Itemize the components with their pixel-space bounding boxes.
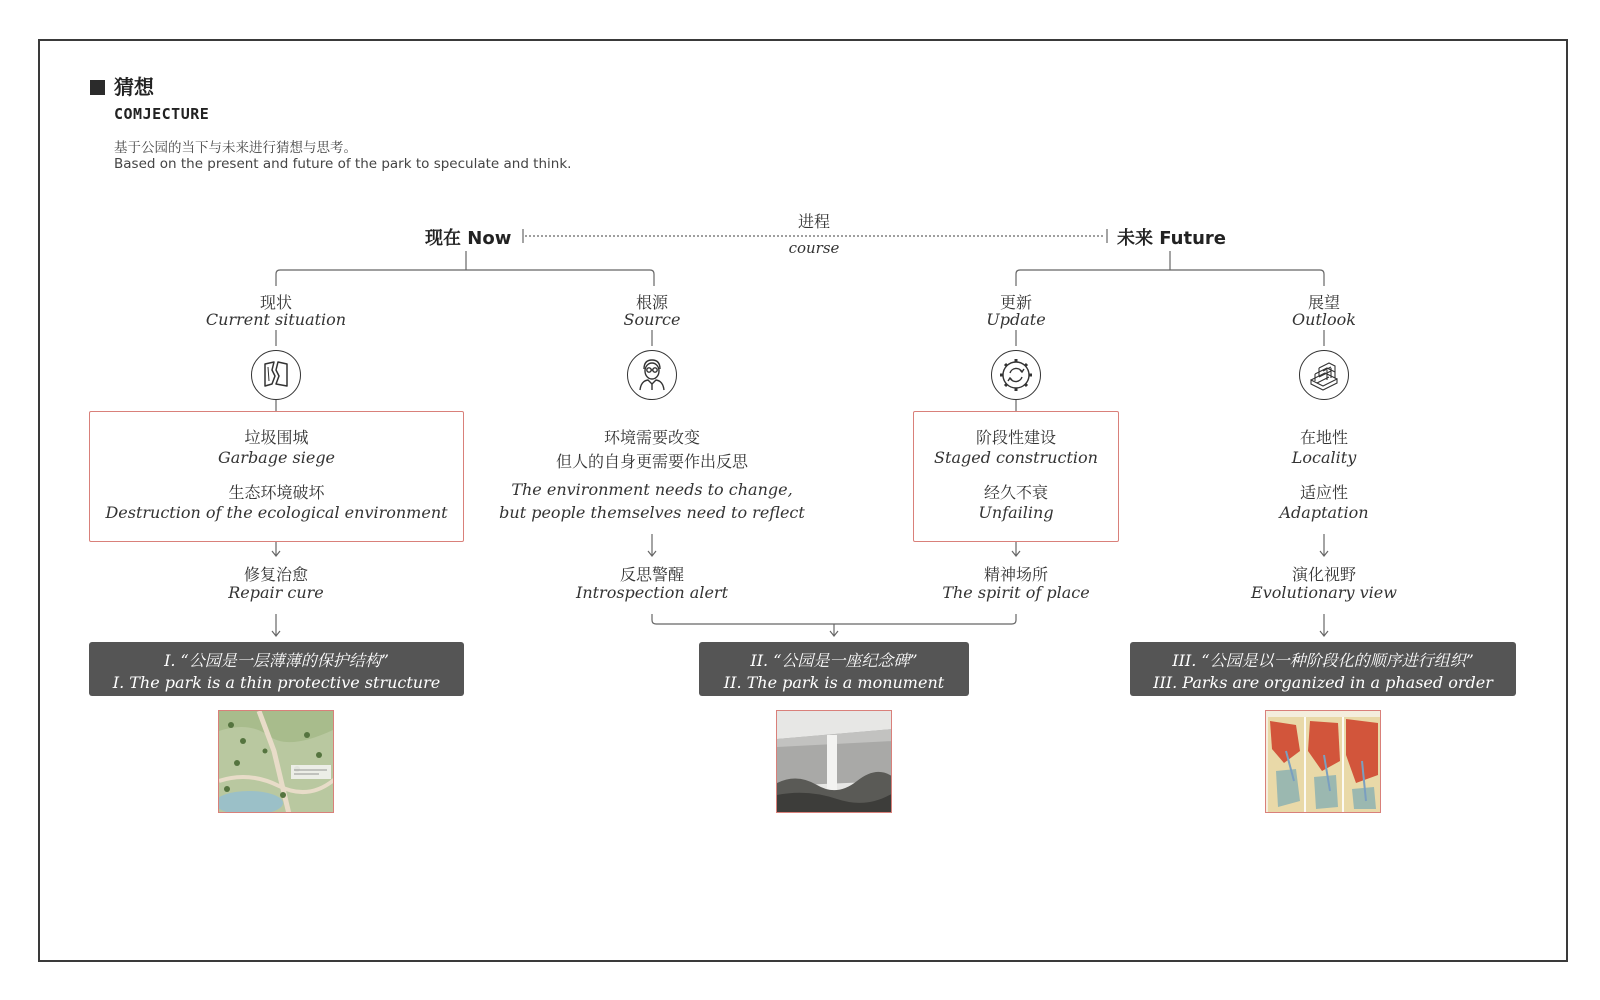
conclusion-1-en: I. The park is a thin protective structure xyxy=(112,673,441,692)
timeline-now-label: 现在 Now xyxy=(425,228,512,249)
intro-text-zh: 基于公园的当下与未来进行猜想与思考。 xyxy=(114,140,357,156)
locality-en: Locality xyxy=(1291,448,1357,467)
garbage-siege-zh: 垃圾围城 xyxy=(244,428,309,447)
branch-outlook-label-en: Outlook xyxy=(1292,310,1356,329)
conclusion-2-en: II. The park is a monument xyxy=(723,673,945,692)
branch-update-label-zh: 更新 xyxy=(999,293,1032,312)
source-text-zh-2: 但人的自身更需要作出反思 xyxy=(555,452,748,471)
stacked-blocks-icon xyxy=(1299,350,1349,400)
locality-zh: 在地性 xyxy=(1299,428,1348,447)
result-evolution-zh: 演化视野 xyxy=(1291,565,1356,584)
conclusion-box-2 xyxy=(699,642,969,696)
timeline-course-zh: 进程 xyxy=(797,212,830,231)
branch-source-label-en: Source xyxy=(623,310,681,329)
source-text-en-2: but people themselves need to reflect xyxy=(499,503,805,522)
conclusion-box-3 xyxy=(1130,642,1516,696)
branch-outlook-label-zh: 展望 xyxy=(1307,293,1340,312)
conclusion-3-en: III. Parks are organized in a phased order xyxy=(1153,673,1493,692)
result-introspection-en: Introspection alert xyxy=(576,583,728,602)
staged-construction-zh: 阶段性建设 xyxy=(975,428,1056,447)
result-spirit-en: The spirit of place xyxy=(942,583,1090,602)
result-repair-en: Repair cure xyxy=(228,583,324,602)
source-text-en-1: The environment needs to change, xyxy=(511,480,793,499)
staged-construction-en: Staged construction xyxy=(934,448,1098,467)
source-text-zh-1: 环境需要改变 xyxy=(603,428,700,447)
conclusion-3-zh: III. “公园是以一种阶段化的顺序进行组织” xyxy=(1172,651,1474,670)
result-introspection-zh: 反思警醒 xyxy=(619,565,684,584)
torn-paper-icon xyxy=(251,350,301,400)
eco-destruction-zh: 生态环境破坏 xyxy=(228,483,325,502)
conclusion-2-zh: II. “公园是一座纪念碑” xyxy=(750,651,918,670)
result-spirit-zh: 精神场所 xyxy=(983,565,1048,584)
timeline-course-en: course xyxy=(788,239,840,257)
park-aerial-thumbnail xyxy=(218,710,334,813)
phased-maps-thumbnail xyxy=(1265,710,1381,813)
timeline-future-label: 未来 Future xyxy=(1117,228,1226,249)
branch-update-label-en: Update xyxy=(986,310,1046,329)
conclusion-1-zh: I. “公园是一层薄薄的保护结构” xyxy=(164,651,389,670)
result-repair-zh: 修复治愈 xyxy=(243,565,308,584)
eco-destruction-en: Destruction of the ecological environment xyxy=(105,503,448,522)
branch-current-label-zh: 现状 xyxy=(259,293,292,312)
section-title-en: COMJECTURE xyxy=(114,105,210,123)
unfailing-en: Unfailing xyxy=(978,503,1054,522)
conclusion-box-1 xyxy=(89,642,464,696)
adaptation-en: Adaptation xyxy=(1279,503,1369,522)
gear-cycle-icon xyxy=(991,350,1041,400)
person-glasses-icon xyxy=(627,350,677,400)
unfailing-zh: 经久不衰 xyxy=(983,483,1048,502)
section-title-zh: 猜想 xyxy=(114,75,154,99)
branch-current-label-en: Current situation xyxy=(205,310,347,329)
result-evolution-en: Evolutionary view xyxy=(1251,583,1397,602)
adaptation-zh: 适应性 xyxy=(1299,483,1348,502)
intro-text-en: Based on the present and future of the park to speculate and think. xyxy=(114,156,572,172)
branch-source-label-zh: 根源 xyxy=(635,293,668,312)
garbage-siege-en: Garbage siege xyxy=(217,448,336,467)
monument-thumbnail xyxy=(776,710,892,813)
